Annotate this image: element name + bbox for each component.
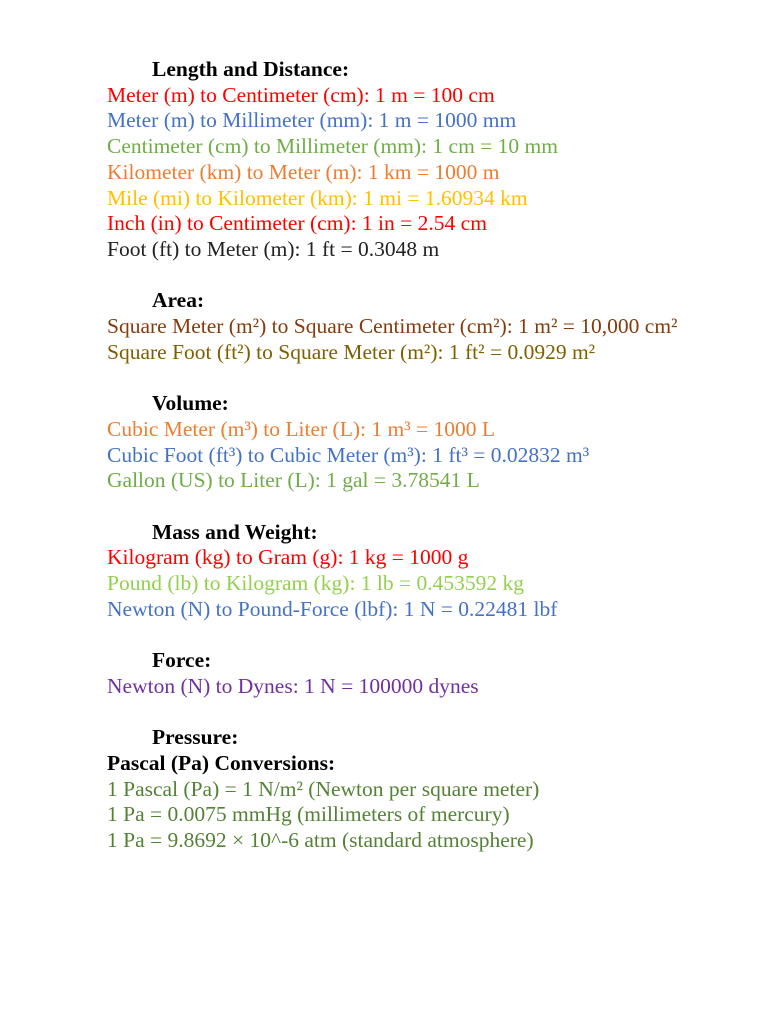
conversion-line: Kilometer (km) to Meter (m): 1 km = 1000 m [107, 159, 500, 184]
conversion-line: Square Meter (m²) to Square Centimeter (cm²): 1 m² = 10,000 cm² [107, 314, 678, 339]
conversion-line: Centimeter (cm) to Millimeter (mm): 1 cm = 10 mm [107, 134, 558, 159]
conversion-line: Kilogram (kg) to Gram (g): 1 kg = 1000 g [107, 545, 469, 570]
conversion-line: Mile (mi) to Kilometer (km): 1 mi = 1.60934 km [107, 185, 528, 210]
conversion-line: 1 Pa = 9.8692 × 10^-6 atm (standard atmosphere) [107, 828, 534, 853]
conversion-line: 1 Pascal (Pa) = 1 N/m² (Newton per square meter) [107, 776, 540, 801]
force-section [107, 648, 717, 699]
area-heading: Area: [152, 288, 205, 313]
conversion-line: Cubic Meter (m³) to Liter (L): 1 m³ = 1000 L [107, 416, 496, 441]
mass-heading: Mass and Weight: [152, 519, 318, 544]
pressure-heading: Pressure: [152, 725, 239, 750]
area-section [107, 288, 717, 365]
pressure-section [107, 725, 717, 854]
length-heading: Length and Distance: [152, 57, 350, 81]
conversion-line: Cubic Foot (ft³) to Cubic Meter (m³): 1 ft³ = 0.02832 m³ [107, 442, 590, 467]
conversion-line: Square Foot (ft²) to Square Meter (m²): 1 ft² = 0.0929 m² [107, 339, 596, 364]
conversion-line: Foot (ft) to Meter (m): 1 ft = 0.3048 m [107, 236, 440, 261]
mass-section [107, 520, 717, 623]
conversion-line: 1 Pa = 0.0075 mmHg (millimeters of mercury) [107, 802, 510, 827]
force-heading: Force: [152, 648, 212, 673]
conversion-line: Gallon (US) to Liter (L): 1 gal = 3.78541 L [107, 468, 480, 493]
volume-section [107, 391, 717, 494]
document-page [107, 57, 717, 854]
conversion-line: Pound (lb) to Kilogram (kg): 1 lb = 0.453592 kg [107, 571, 525, 596]
conversion-line: Meter (m) to Centimeter (cm): 1 m = 100 cm [107, 82, 495, 107]
length-section [107, 57, 717, 263]
pascal-subheading: Pascal (Pa) Conversions: [107, 750, 336, 775]
conversion-line: Newton (N) to Dynes: 1 N = 100000 dynes [107, 673, 479, 698]
volume-heading: Volume: [152, 391, 229, 416]
conversion-line: Newton (N) to Pound-Force (lbf): 1 N = 0.22481 lbf [107, 596, 558, 621]
conversion-line: Inch (in) to Centimeter (cm): 1 in = 2.54 cm [107, 211, 487, 236]
conversion-line: Meter (m) to Millimeter (mm): 1 m = 1000 mm [107, 108, 517, 133]
